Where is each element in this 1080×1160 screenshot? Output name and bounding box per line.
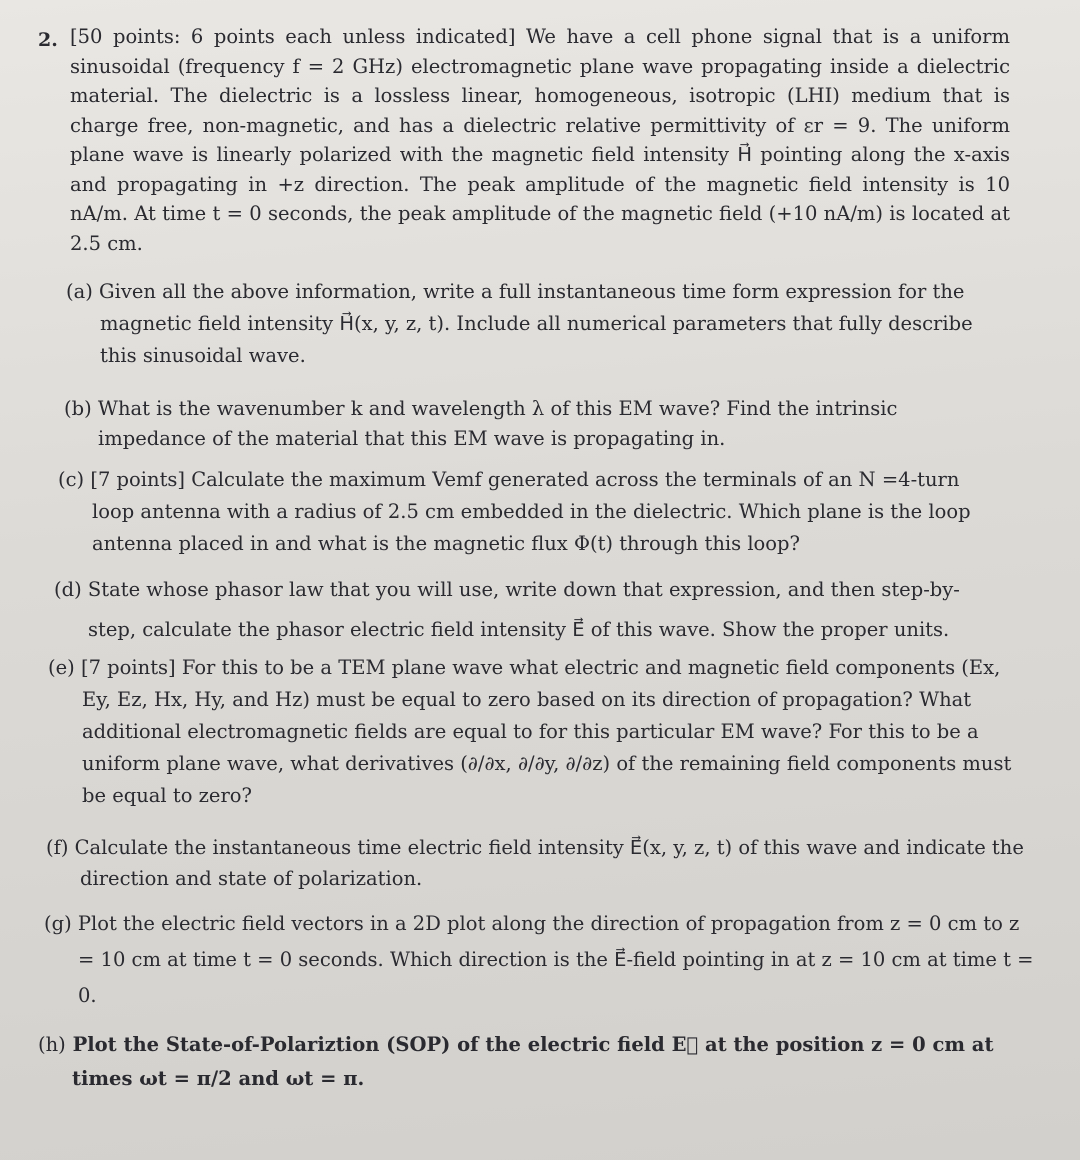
- part-e-text: [7 points] For this to be a TEM plane wave what electric and magnetic field components (Ex, Ey, Ez, Hx, Hy, and Hz) must be equal to zero based on its direction of propagation? What additional electromagnetic fields are equal to for this particular EM wave? For this to be a uniform plane wave, what derivatives (∂/∂x, ∂/∂y, ∂/∂z) of the remaining field components must be equal to zero?: [80, 656, 1012, 807]
- part-h-label: (h): [38, 1033, 66, 1056]
- part-e: [48, 652, 1033, 812]
- part-b: [64, 394, 999, 454]
- part-e-label: (e): [48, 656, 75, 679]
- part-a: [66, 276, 1001, 372]
- part-d-text: State whose phasor law that you will use, write down that expression, and then step-by-step, calculate the phasor electric field intensity E⃗ of this wave. Show the proper units.: [87, 578, 960, 641]
- part-g: [44, 906, 1039, 1014]
- part-a-text: Given all the above information, write a full instantaneous time form expression for the magnetic field intensity H⃗(x, y, z, t). Include all numerical parameters that fully describe this sinusoidal wave.: [99, 280, 973, 367]
- part-b-label: (b): [64, 397, 92, 420]
- part-c-label: (c): [58, 468, 85, 491]
- part-d-label: (d): [54, 578, 82, 601]
- part-h-text: Plot the State-of-Polariztion (SOP) of the electric field E⃗ at the position z = 0 cm at times ωt = π/2 and ωt = π.: [72, 1033, 994, 1090]
- problem-intro: [50 points: 6 points each unless indicated] We have a cell phone signal that is a uniform sinusoidal (frequency f = 2 GHz) electromagnetic plane wave propagating inside a dielectric material. The dielectric is a lossless linear, homogeneous, isotropic (LHI) medium that is charge free, non-magnetic, and has a dielectric relative permittivity of εr = 9. The uniform plane wave is linearly polarized with the magnetic field intensity H⃗ pointing along the x-axis and propagating in +z direction. The peak amplitude of the magnetic field intensity is 10 nA/m. At time t = 0 seconds, the peak amplitude of the magnetic field (+10 nA/m) is located at 2.5 cm.: [70, 25, 1010, 255]
- part-f-text: Calculate the instantaneous time electric field intensity E⃗(x, y, z, t) of this wave and indicate the direction and state of polarization.: [74, 836, 1024, 890]
- part-h: [38, 1028, 1048, 1096]
- part-f-label: (f): [46, 836, 69, 859]
- part-b-text: What is the wavenumber k and wavelength λ of this EM wave? Find the intrinsic impedance of the material that this EM wave is propagating in.: [97, 397, 898, 450]
- part-a-label: (a): [66, 280, 93, 303]
- problem-number: 2.: [38, 29, 58, 51]
- part-g-label: (g): [44, 912, 72, 935]
- part-f: [46, 832, 1036, 894]
- part-d: [54, 570, 989, 650]
- part-c: [58, 464, 993, 560]
- part-c-text: [7 points] Calculate the maximum Vemf generated across the terminals of an N =4-turn loop antenna with a radius of 2.5 cm embedded in the dielectric. Which plane is the loop antenna placed in and what is the magnetic flux Φ(t) through this loop?: [90, 468, 971, 555]
- part-g-text: Plot the electric field vectors in a 2D plot along the direction of propagation from z = 0 cm to z = 10 cm at time t = 0 seconds. Which direction is the E⃗-field pointing in at z = 10 cm at time t = 0.: [77, 912, 1034, 1007]
